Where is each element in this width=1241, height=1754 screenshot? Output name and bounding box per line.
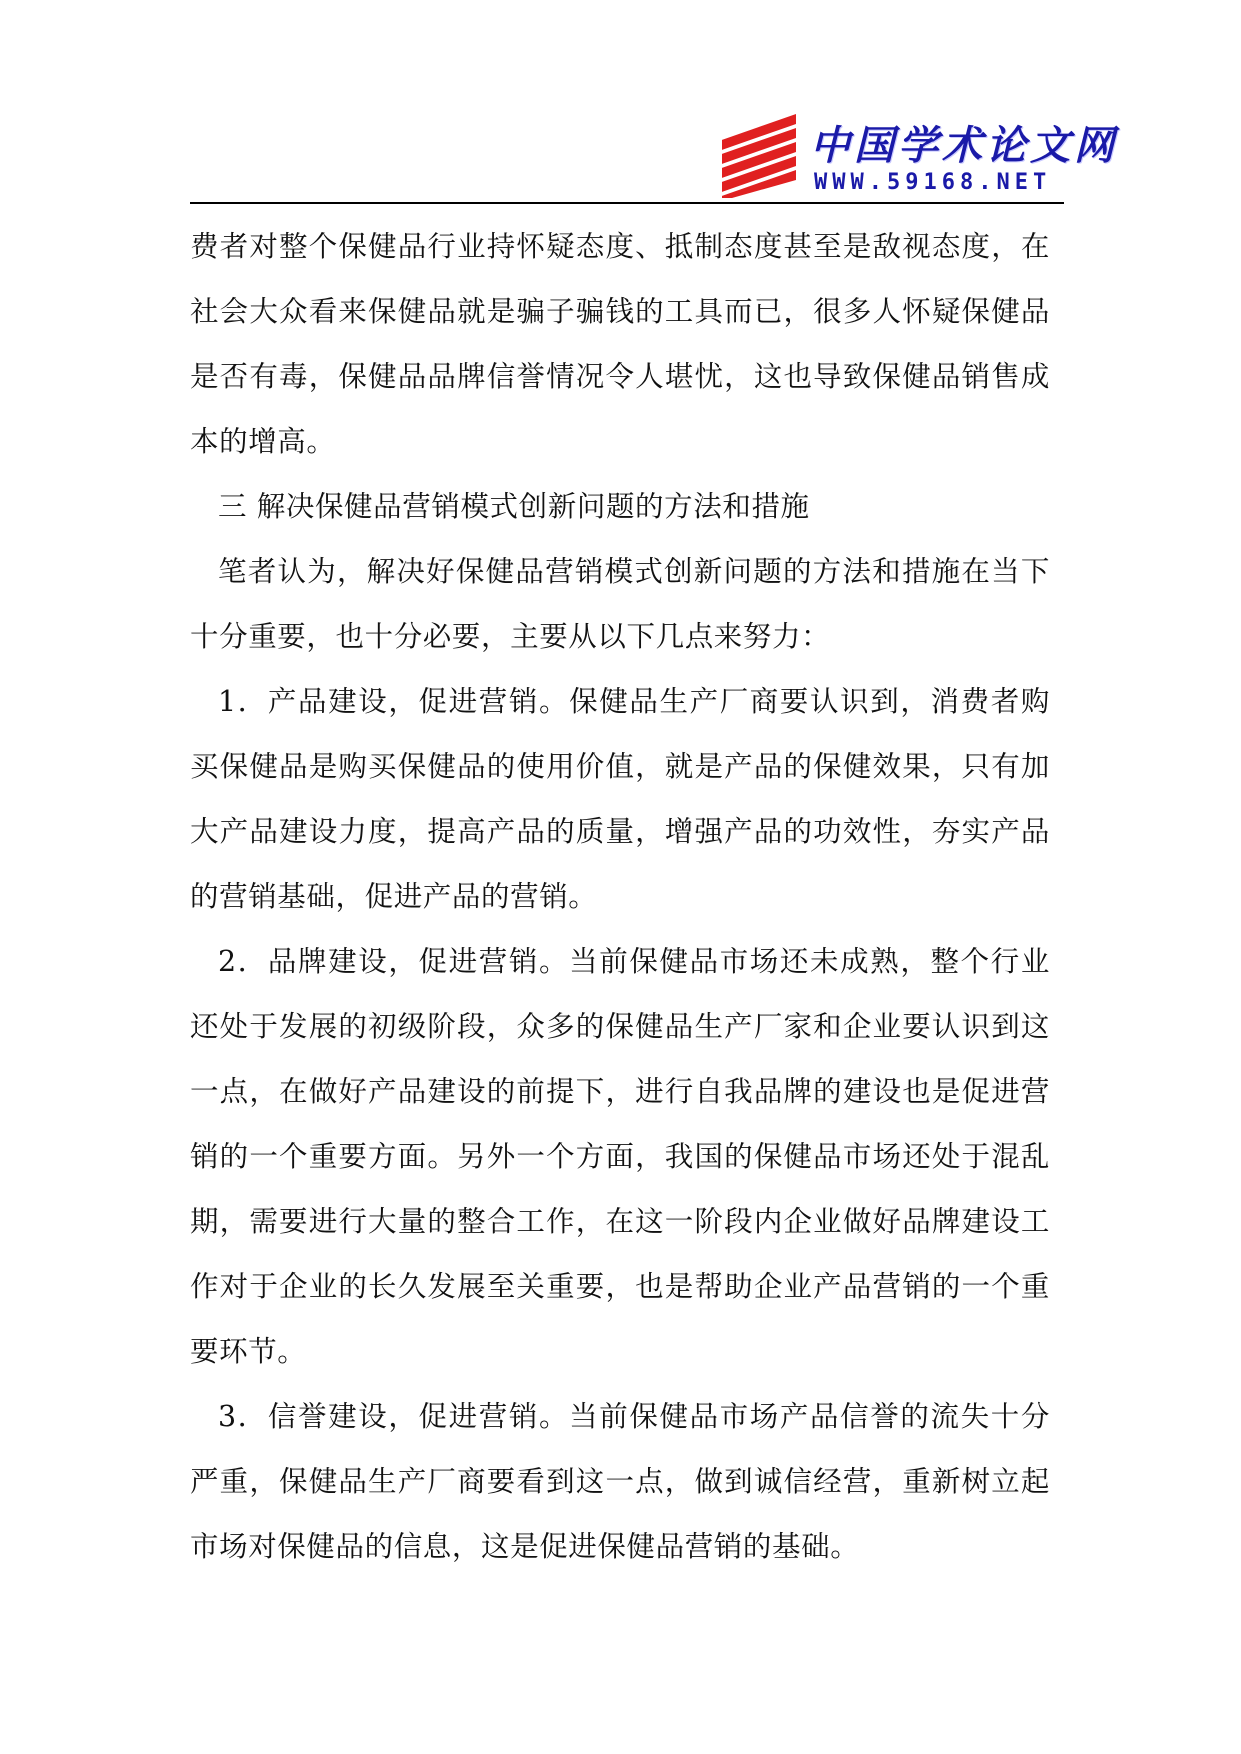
- paragraph: 2．品牌建设，促进营销。当前保健品市场还未成熟，整个行业还处于发展的初级阶段，众多的保健品生产厂家和企业要认识到这一点，在做好产品建设的前提下，进行自我品牌的建设也是促进营销的一个重要方面。另外一个方面，我国的保健品市场还处于混乱期，需要进行大量的整合工作，在这一阶段内企业做好品牌建设工作对于企业的长久发展至关重要，也是帮助企业产品营销的一个重要环节。: [190, 945, 1050, 1368]
- site-logo: [712, 112, 1118, 200]
- document-body: [190, 214, 1050, 1579]
- paragraph: 费者对整个保健品行业持怀疑态度、抵制态度甚至是敌视态度，在社会大众看来保健品就是骗子骗钱的工具而已，很多人怀疑保健品是否有毒，保健品品牌信誉情况令人堪忧，这也导致保健品销售成本的增高。: [190, 230, 1050, 458]
- header-divider: [190, 202, 1064, 204]
- paragraph: 1．产品建设，促进营销。保健品生产厂商要认识到，消费者购买保健品是购买保健品的使用价值，就是产品的保健效果，只有加大产品建设力度，提高产品的质量，增强产品的功效性，夯实产品的营销基础，促进产品的营销。: [190, 685, 1050, 913]
- paragraph: 3．信誉建设，促进营销。当前保健品市场产品信誉的流失十分严重，保健品生产厂商要看到这一点，做到诚信经营，重新树立起市场对保健品的信息，这是促进保健品营销的基础。: [190, 1400, 1050, 1563]
- section-heading: 三 解决保健品营销模式创新问题的方法和措施: [218, 490, 810, 523]
- logo-title: 中国学术论文网: [810, 123, 1118, 169]
- striped-emblem-icon: [712, 112, 800, 200]
- logo-url: WWW.59168.NET: [814, 170, 1052, 195]
- paragraph: 笔者认为，解决好保健品营销模式创新问题的方法和措施在当下十分重要，也十分必要，主要从以下几点来努力：: [190, 555, 1050, 653]
